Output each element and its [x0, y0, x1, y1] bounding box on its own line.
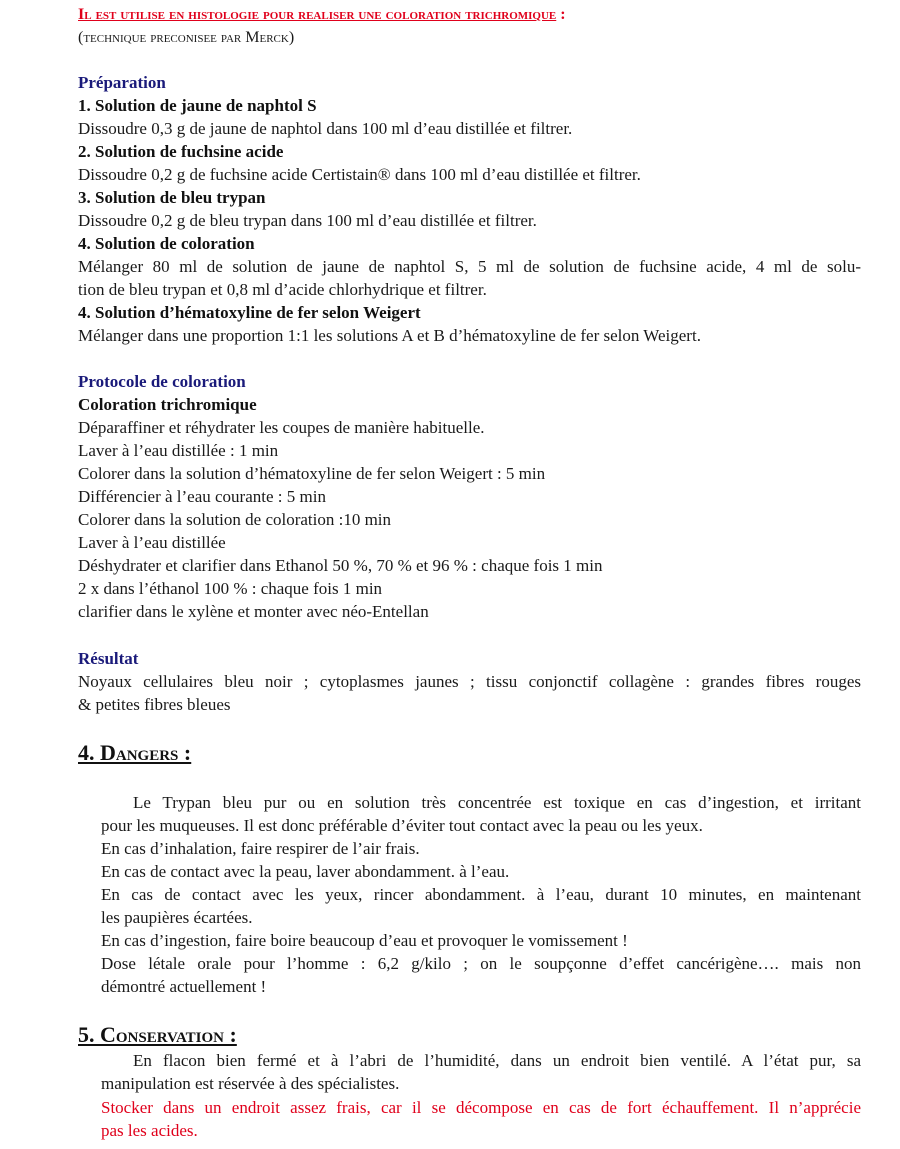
preparation-title: Préparation	[78, 73, 166, 92]
resultat-text: Noyaux cellulaires bleu noir ; cytoplasmes jaunes ; tissu conjonctif collagène : grandes fibres rouges	[78, 672, 861, 691]
protocole-step: clarifier dans le xylène et monter avec néo-Entellan	[78, 602, 429, 621]
preparation-item-heading: 3. Solution de bleu trypan	[78, 188, 266, 207]
protocole-subtitle: Coloration trichromique	[78, 395, 257, 414]
conservation-warning: Stocker dans un endroit assez frais, car il se décompose en cas de fort échauffement. Il n’apprécie	[101, 1098, 861, 1117]
preparation-item-text: Dissoudre 0,2 g de bleu trypan dans 100 ml d’eau distillée et filtrer.	[78, 211, 537, 230]
protocole-step: Déshydrater et clarifier dans Ethanol 50 %, 70 % et 96 % : chaque fois 1 min	[78, 556, 603, 575]
protocole-step: Déparaffiner et réhydrater les coupes de manière habituelle.	[78, 418, 485, 437]
dangers-text: En cas d’inhalation, faire respirer de l’air frais.	[101, 839, 420, 858]
preparation-item-heading: 1. Solution de jaune de naphtol S	[78, 96, 317, 115]
conservation-text: manipulation est réservée à des spécialistes.	[101, 1074, 400, 1093]
dangers-heading: 4. Dangers :	[78, 740, 192, 765]
dangers-text: En cas de contact avec la peau, laver abondamment. à l’eau.	[101, 862, 510, 881]
conservation-warning: pas les acides.	[101, 1121, 198, 1140]
conservation-heading: 5. Conservation :	[78, 1022, 237, 1047]
resultat-text: & petites fibres bleues	[78, 695, 231, 714]
resultat-title: Résultat	[78, 649, 139, 668]
preparation-item-heading: 4. Solution d’hématoxyline de fer selon Weigert	[78, 303, 421, 322]
dangers-text: Dose létale orale pour l’homme : 6,2 g/kilo ; on le soupçonne d’effet cancérigène…. mais non	[101, 954, 861, 973]
preparation-item-text: tion de bleu trypan et 0,8 ml d’acide chlorhydrique et filtrer.	[78, 280, 487, 299]
dangers-text: En cas de contact avec les yeux, rincer abondamment. à l’eau, durant 10 minutes, en maintenant	[101, 885, 861, 904]
protocole-step: 2 x dans l’éthanol 100 % : chaque fois 1 min	[78, 579, 383, 598]
preparation-item-text: Mélanger dans une proportion 1:1 les solutions A et B d’hématoxyline de fer selon Weigert.	[78, 326, 701, 345]
conservation-text: En flacon bien fermé et à l’abri de l’humidité, dans un endroit bien ventilé. A l’état pur, sa	[133, 1051, 861, 1070]
protocole-step: Différencier à l’eau courante : 5 min	[78, 487, 326, 506]
preparation-item-text: Dissoudre 0,2 g de fuchsine acide Certistain® dans 100 ml d’eau distillée et filtrer.	[78, 165, 641, 184]
preparation-item-heading: 2. Solution de fuchsine acide	[78, 142, 284, 161]
dangers-text: En cas d’ingestion, faire boire beaucoup d’eau et provoquer le vomissement !	[101, 931, 628, 950]
intro-heading: Il est utilise en histologie pour realiser une coloration trichromique :	[78, 6, 566, 23]
protocole-step: Colorer dans la solution d’hématoxyline de fer selon Weigert : 5 min	[78, 464, 546, 483]
dangers-text: pour les muqueuses. Il est donc préférable d’éviter tout contact avec la peau ou les yeux.	[101, 816, 703, 835]
protocole-step: Colorer dans la solution de coloration :10 min	[78, 510, 392, 529]
dangers-text: démontré actuellement !	[101, 977, 267, 996]
dangers-text: Le Trypan bleu pur ou en solution très concentrée est toxique en cas d’ingestion, et irritant	[133, 793, 861, 812]
protocole-step: Laver à l’eau distillée	[78, 533, 226, 552]
dangers-text: les paupières écartées.	[101, 908, 253, 927]
intro-subheading: (technique preconisee par Merck)	[78, 29, 295, 46]
preparation-item-heading: 4. Solution de coloration	[78, 234, 255, 253]
protocole-title: Protocole de coloration	[78, 372, 246, 391]
protocole-step: Laver à l’eau distillée : 1 min	[78, 441, 279, 460]
preparation-item-text: Mélanger 80 ml de solution de jaune de naphtol S, 5 ml de solution de fuchsine acide, 4 ml de solu-	[78, 257, 861, 276]
preparation-item-text: Dissoudre 0,3 g de jaune de naphtol dans 100 ml d’eau distillée et filtrer.	[78, 119, 573, 138]
